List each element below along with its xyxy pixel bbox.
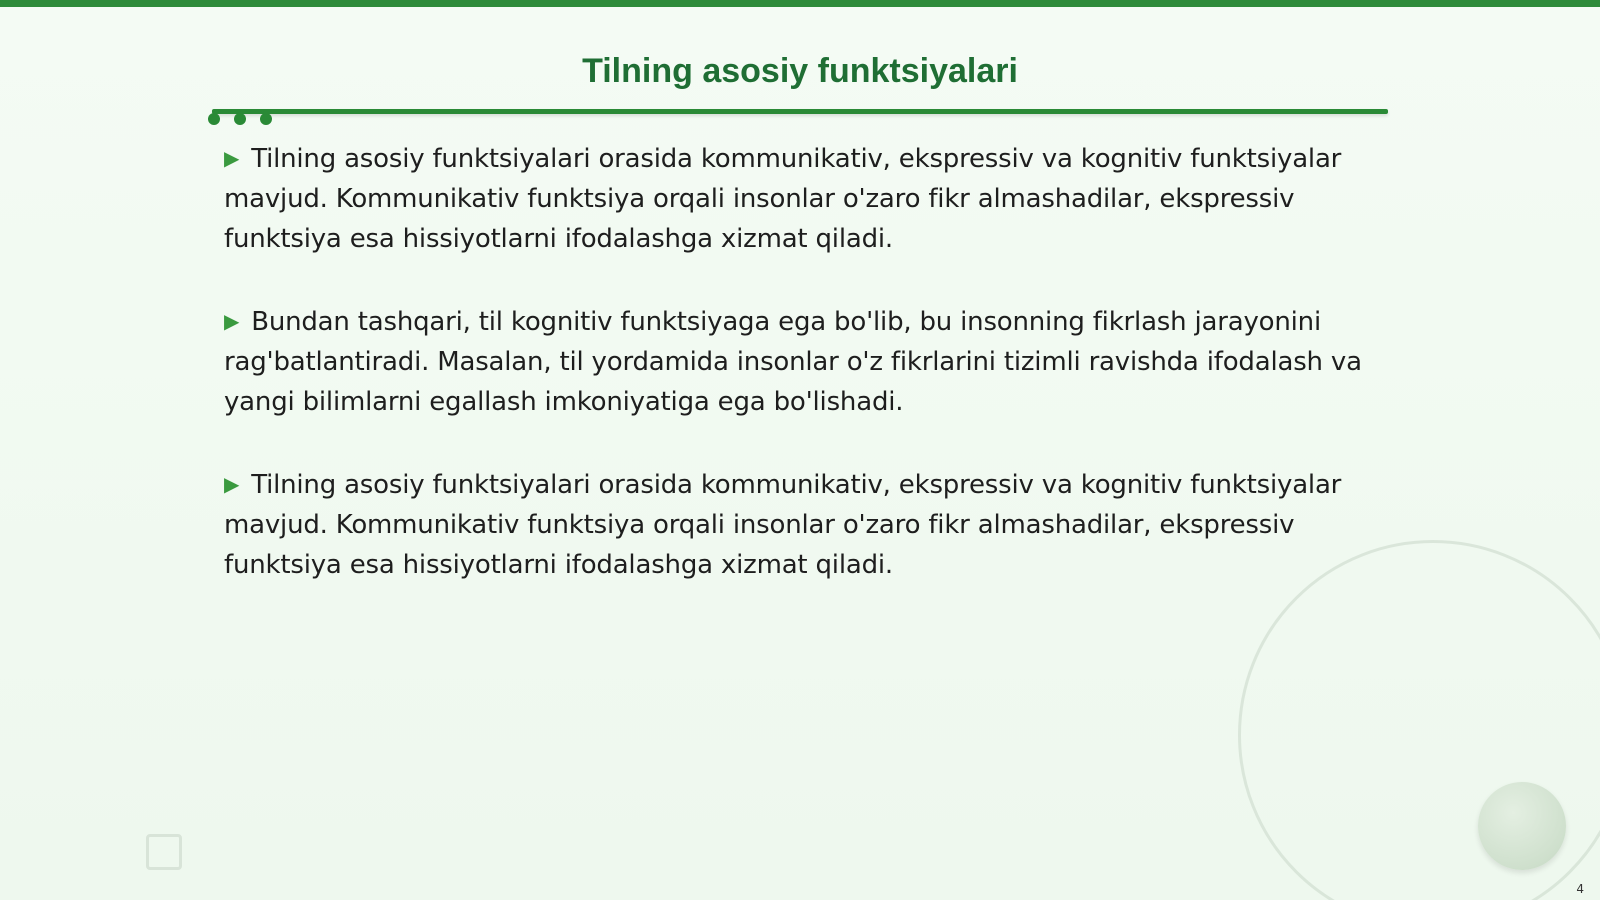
slide-title: Tilning asosiy funktsiyalari xyxy=(582,52,1018,90)
title-underline xyxy=(212,109,1388,114)
top-accent-bar xyxy=(0,0,1600,7)
decorative-dot-1 xyxy=(208,113,220,125)
decorative-bubble xyxy=(1478,782,1566,870)
bullet-text-1: Tilning asosiy funktsiyalari orasida kommunikativ, ekspressiv va kognitiv funktsiyalar mavjud. Kommunikativ funktsiya orqali insonlar o'zaro fikr almashadilar, ekspressiv funktsiya esa hissiyotlarni ifodalashga xizmat qiladi. xyxy=(224,144,1342,254)
triangle-bullet-icon: ▶ xyxy=(224,472,240,496)
decorative-dot-2 xyxy=(234,113,246,125)
triangle-bullet-icon: ▶ xyxy=(224,146,240,170)
bullet-item-1 xyxy=(224,138,1384,259)
decorative-square xyxy=(146,834,182,870)
bullet-text-2: Bundan tashqari, til kognitiv funktsiyaga ega bo'lib, bu insonning fikrlash jarayonini rag'batlantiradi. Masalan, til yordamida insonlar o'z fikrlarini tizimli ravishda ifodalash va yangi bilimlarni egallash imkoniyatiga ega bo'lishadi. xyxy=(224,307,1362,417)
triangle-bullet-icon: ▶ xyxy=(224,309,240,333)
page-number: 4 xyxy=(1576,882,1584,896)
bullet-item-2 xyxy=(224,301,1384,422)
bullet-list xyxy=(224,138,1384,627)
bullet-text-3: Tilning asosiy funktsiyalari orasida kommunikativ, ekspressiv va kognitiv funktsiyalar mavjud. Kommunikativ funktsiya orqali insonlar o'zaro fikr almashadilar, ekspressiv funktsiya esa hissiyotlarni ifodalashga xizmat qiladi. xyxy=(224,470,1342,580)
bullet-item-3 xyxy=(224,464,1384,585)
decorative-dot-3 xyxy=(260,113,272,125)
